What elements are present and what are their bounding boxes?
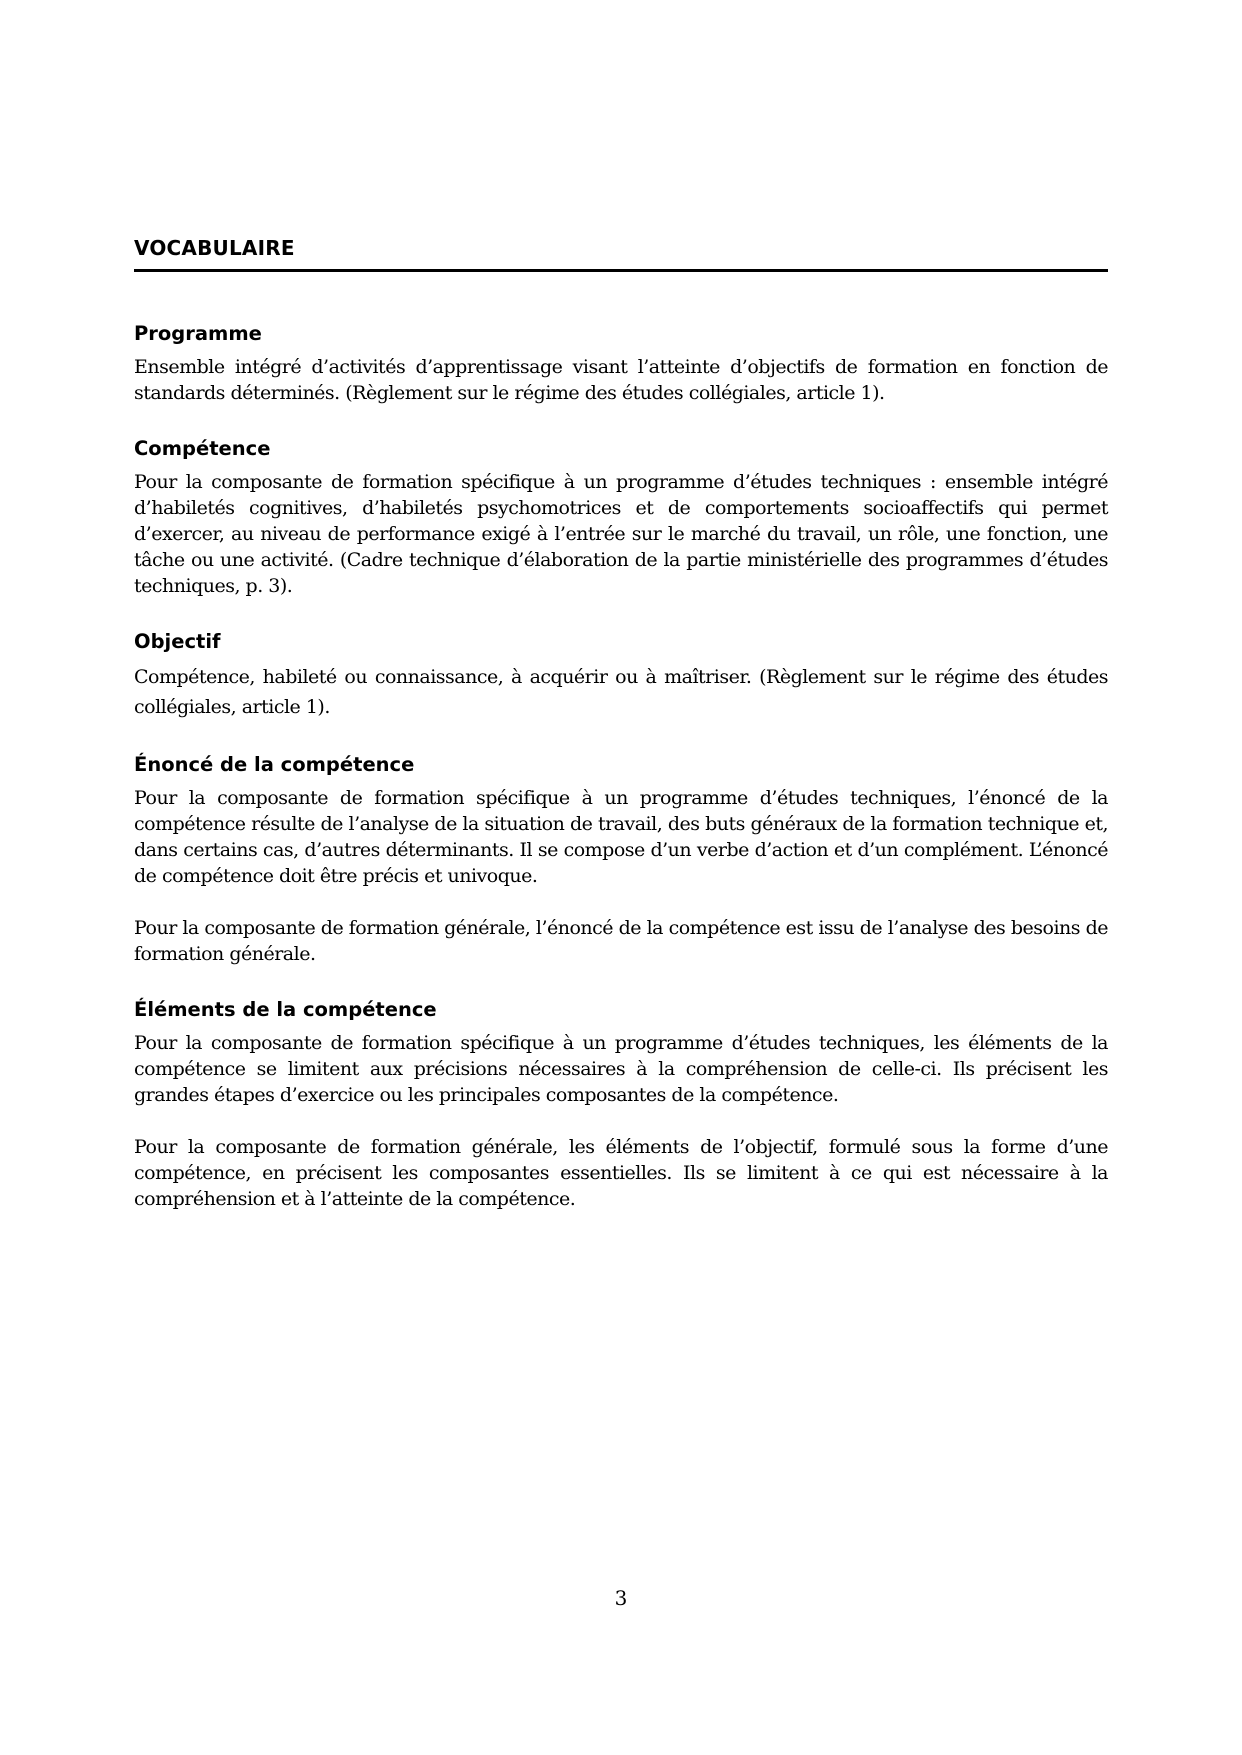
- vocab-entry-elements-competence: [134, 998, 1108, 1212]
- vocab-entry-objectif: [134, 630, 1108, 722]
- definition-paragraph: Pour la composante de formation générale, les éléments de l’objectif, formulé sous la forme d’une compétence, en précisent les composantes essentielles. Ils se limitent à ce qui est nécessaire à la compréhension et à l’atteinte de la compétence.: [134, 1136, 1108, 1210]
- vocab-entry-competence: [134, 437, 1108, 599]
- term-heading: Éléments de la compétence: [134, 998, 437, 1021]
- term-heading: Énoncé de la compétence: [134, 753, 415, 776]
- definition-paragraph: Pour la composante de formation spécifique à un programme d’études techniques, les éléments de la compétence se limitent aux précisions nécessaires à la compréhension de celle-ci. Ils précisent les grandes étapes d’exercice ou les principales composantes de la compétence.: [134, 1032, 1108, 1106]
- vocab-entry-enonce-competence: [134, 753, 1108, 967]
- definition-paragraph: Ensemble intégré d’activités d’apprentissage visant l’atteinte d’objectifs de formation en fonction de standards déterminés. (Règlement sur le régime des études collégiales, article 1).: [134, 356, 1108, 404]
- definition-paragraph: Pour la composante de formation spécifique à un programme d’études techniques, l’énoncé de la compétence résulte de l’analyse de la situation de travail, des buts généraux de la formation technique et, dans certains cas, d’autres déterminants. Il se compose d’un verbe d’action et d’un complément. L’énoncé de compétence doit être précis et univoque.: [134, 787, 1108, 887]
- definition-paragraph: Compétence, habileté ou connaissance, à acquérir ou à maîtriser. (Règlement sur le régime des études collégiales, article 1).: [134, 666, 1108, 718]
- vocab-entry-programme: [134, 322, 1108, 406]
- term-heading: Objectif: [134, 630, 221, 653]
- page-number: 3: [614, 1586, 628, 1610]
- title-rule: [134, 269, 1108, 272]
- page-title: VOCABULAIRE: [134, 236, 295, 260]
- definition-paragraph: Pour la composante de formation générale, l’énoncé de la compétence est issu de l’analyse des besoins de formation générale.: [134, 917, 1108, 965]
- term-heading: Compétence: [134, 437, 271, 460]
- vocabulary-list: [134, 322, 1108, 1212]
- term-heading: Programme: [134, 322, 262, 345]
- definition-paragraph: Pour la composante de formation spécifique à un programme d’études techniques : ensemble intégré d’habiletés cognitives, d’habiletés psychomotrices et de comportements socioaffectifs qui permet d’exercer, au niveau de performance exigé à l’entrée sur le marché du travail, un rôle, une fonction, une tâche ou une activité. (Cadre technique d’élaboration de la partie ministérielle des programmes d’études techniques, p. 3).: [134, 471, 1108, 597]
